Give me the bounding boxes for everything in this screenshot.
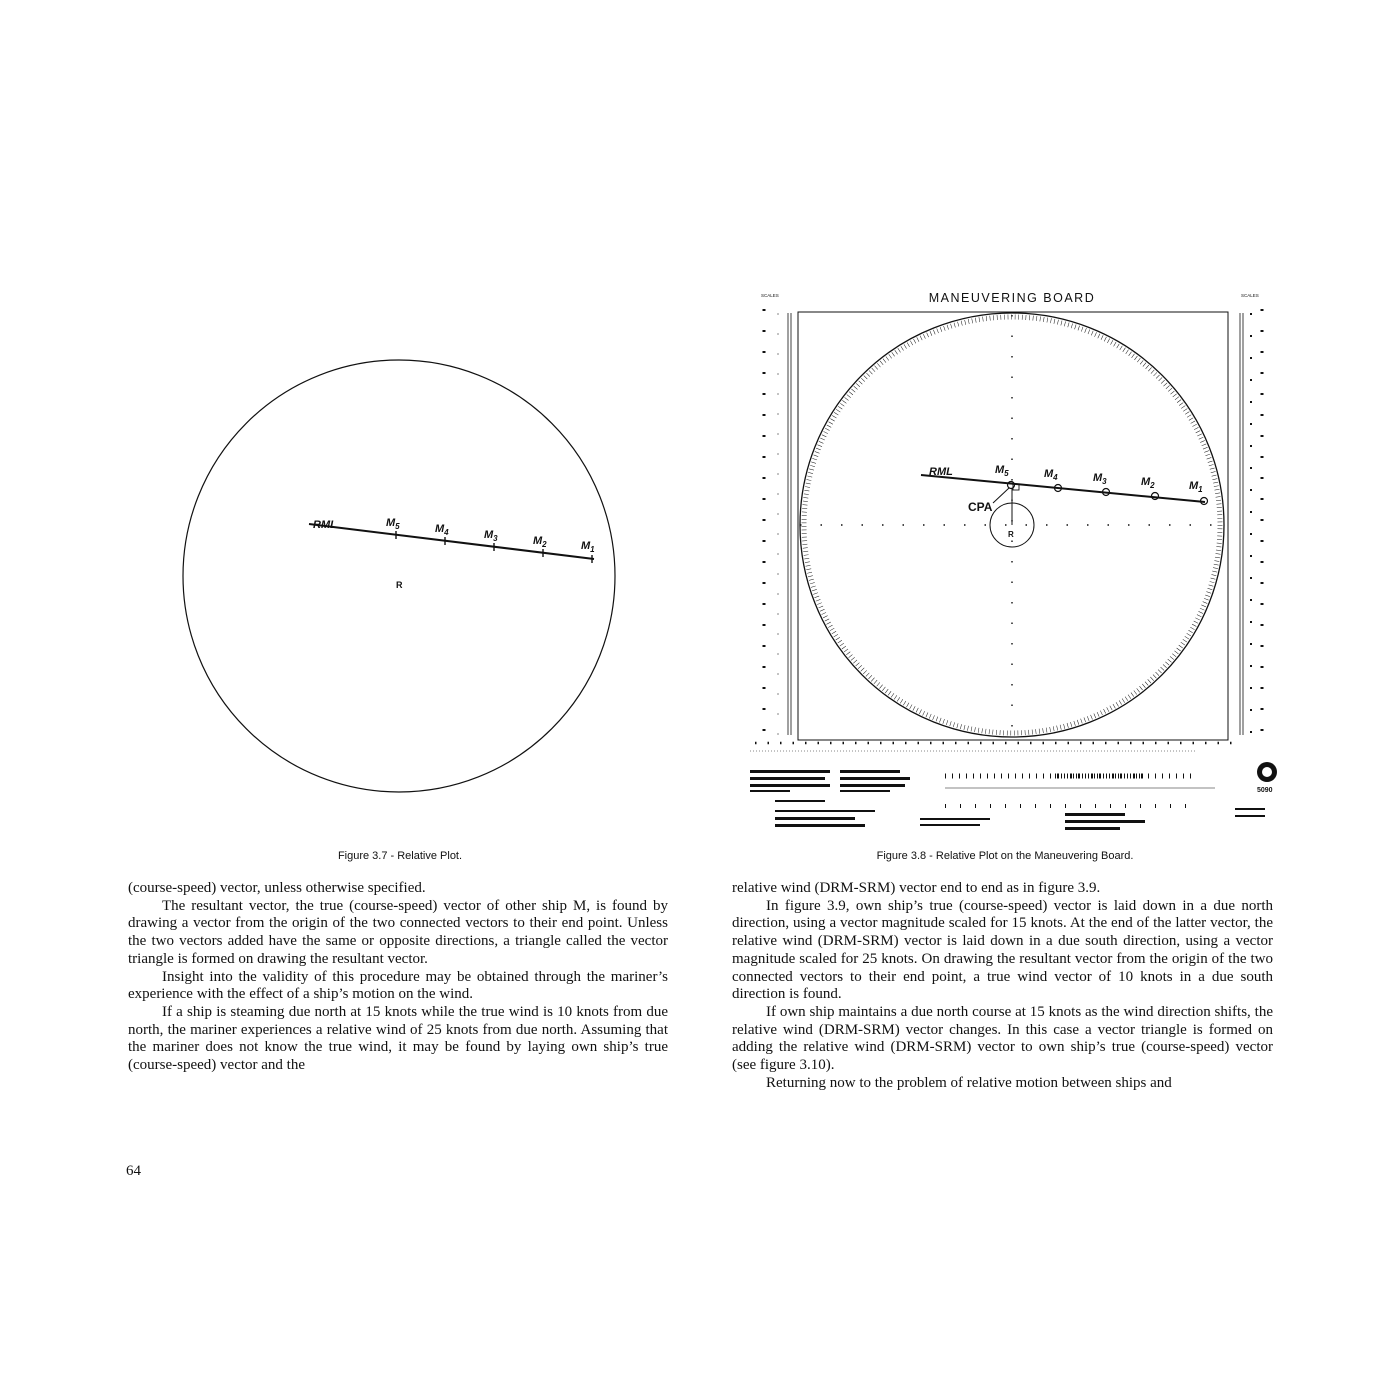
point-label: $M_5$ — [386, 517, 400, 531]
svg-text:SCALES: SCALES — [761, 293, 779, 298]
maneuvering-board-figure — [745, 285, 1285, 840]
cpa-arrow — [993, 488, 1009, 503]
page-number: 64 — [126, 1163, 141, 1179]
paragraph: In figure 3.9, own ship’s true (course-speed) vector is laid down in a due north direction, using a vector magnitude scaled for 15 knots. At the end of the latter vector, the relative wind (DRM-SRM) vector is laid down in a due south direction, using a vector magnitude scaled for 25 knots. On drawing the resultant vector from the origin of the two connected vectors to their end point, a true wind vector of 10 knots in a due south direction is found. — [732, 897, 1273, 1003]
board-title: MANEUVERING BOARD — [928, 291, 1096, 305]
rml-line — [309, 524, 594, 559]
rml-line — [921, 475, 1205, 502]
point-label: $M_1$ — [1189, 480, 1203, 494]
point-label: $M_4$ — [1044, 468, 1058, 482]
cpa-label: CPA — [968, 500, 993, 514]
paragraph: Returning now to the problem of relative motion between ships and — [766, 1074, 1172, 1091]
paragraph: relative wind (DRM-SRM) vector end to end as in figure 3.9. — [732, 880, 1101, 896]
figure-3-7-caption: Figure 3.7 - Relative Plot. — [337, 850, 463, 862]
point-label: $M_3$ — [1093, 472, 1107, 486]
position-m2 — [1152, 493, 1159, 500]
paragraph: Insight into the validity of this procedure may be obtained through the mariner’s experience with the effect of a ship’s motion on the wind. — [128, 968, 668, 1003]
point-label: $M_5$ — [995, 464, 1009, 478]
right-text-column — [732, 880, 1273, 1092]
plot-circle — [183, 360, 615, 792]
relative-plot-figure — [170, 350, 630, 810]
position-m5 — [1008, 482, 1015, 489]
paragraph: If own ship maintains a due north course at 15 knots as the wind direction shifts, the relative wind (DRM-SRM) vector changes. In this case a vector triangle is formed on adding the relative wind (DRM-SRM) vector to own ship’s true (course-speed) vector (see figure 3.10). — [732, 1003, 1273, 1074]
rml-label: RML — [929, 466, 953, 478]
form-number: 5090 — [1257, 787, 1273, 794]
paragraph: If a ship is steaming due north at 15 knots while the true wind is 10 knots from due north, the mariner experiences a relative wind of 25 knots from due north. Assuming that the mariner does not know the true wind, it may be found by laying own ship’s true (course-speed) vector and the — [128, 1003, 668, 1074]
center-label: R — [1008, 530, 1014, 539]
log-time-speed-scale — [750, 743, 1235, 806]
center-label: R — [396, 580, 403, 590]
point-label: $M_3$ — [484, 529, 498, 543]
left-text-column — [128, 880, 668, 1075]
rml-label: RML — [313, 519, 337, 531]
point-label: $M_4$ — [435, 523, 449, 537]
left-scale — [761, 293, 791, 735]
point-label: $M_1$ — [581, 540, 595, 554]
paragraph: (course-speed) vector, unless otherwise specified. — [128, 880, 426, 896]
figure-3-8-caption: Figure 3.8 - Relative Plot on the Maneuvering Board. — [876, 850, 1134, 862]
right-scale — [1240, 293, 1262, 735]
svg-text:SCALES: SCALES — [1241, 293, 1259, 298]
paragraph: The resultant vector, the true (course-speed) vector of other ship M, is found by drawing a vector from the origin of the two connected vectors to their end point. Unless the two vectors added have the same or opposite directions, a triangle called the vector triangle is formed on drawing the resultant vector. — [128, 897, 668, 967]
fine-print — [750, 770, 1265, 830]
point-label: $M_2$ — [1141, 476, 1155, 490]
point-label: $M_2$ — [533, 535, 547, 549]
